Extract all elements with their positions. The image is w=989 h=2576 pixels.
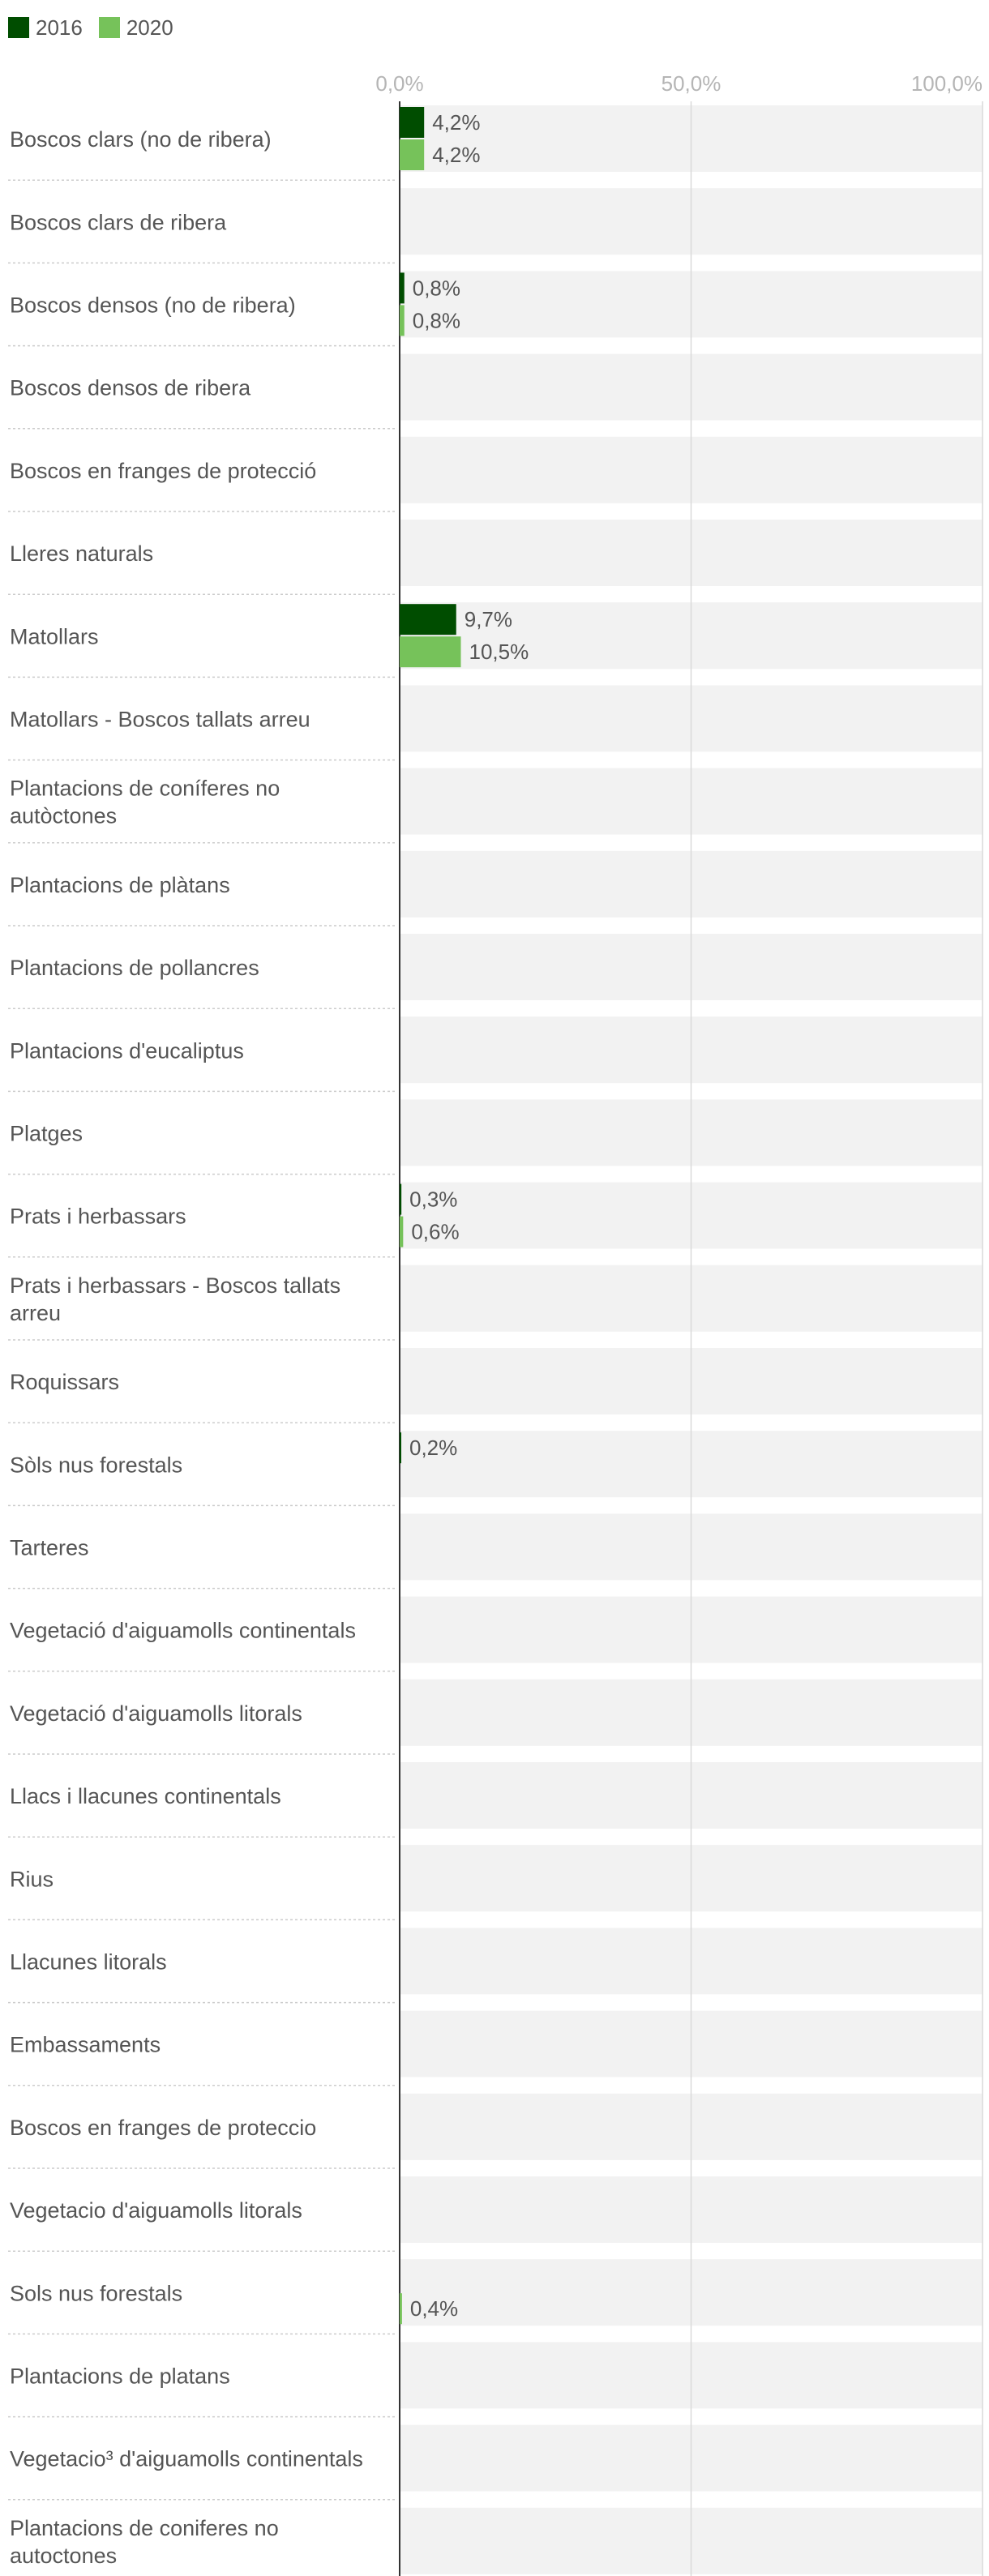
x-tick-label: 50,0%: [661, 71, 721, 96]
data-label-2020: 0,8%: [412, 308, 461, 333]
category-label: autoctones: [10, 2543, 118, 2568]
category-label: Vegetacio d'aiguamolls litorals: [10, 2198, 302, 2223]
category-label: autòctones: [10, 803, 118, 828]
legend-label-2016: 2016: [36, 15, 83, 40]
data-label-2016: 0,2%: [409, 1436, 458, 1461]
bar-2020: [400, 305, 405, 336]
category-label: Tarteres: [10, 1535, 89, 1560]
category-label: Llacunes litorals: [10, 1949, 167, 1975]
data-label-2016: 9,7%: [464, 607, 513, 632]
category-label: Matollars - Boscos tallats arreu: [10, 707, 310, 732]
category-label: Sols nus forestals: [10, 2281, 183, 2306]
category-label: Plantacions de plàtans: [10, 872, 230, 897]
data-label-2020: 0,6%: [411, 1219, 460, 1244]
category-label: Lleres naturals: [10, 541, 154, 567]
bar-2020: [400, 2293, 402, 2324]
category-label: Plantacions de platans: [10, 2364, 230, 2389]
data-label-2020: 0,4%: [409, 2296, 459, 2321]
data-label-2020: 10,5%: [469, 640, 529, 665]
category-label: Prats i herbassars: [10, 1204, 186, 1229]
bar-2020: [400, 1217, 403, 1247]
category-label: Boscos clars de ribera: [10, 210, 227, 235]
category-label: Vegetacio³ d'aiguamolls continentals: [10, 2446, 363, 2471]
bar-2020: [400, 139, 424, 170]
bar-2016: [400, 604, 456, 635]
bar-2016: [400, 1184, 401, 1215]
data-label-2020: 4,2%: [432, 143, 481, 167]
category-label: Boscos en franges de protecció: [10, 458, 317, 483]
data-label-2016: 0,3%: [409, 1187, 458, 1212]
category-label: Plantacions d'eucaliptus: [10, 1038, 244, 1063]
legend-label-2020: 2020: [126, 15, 173, 40]
category-label: Plantacions de coniferes no: [10, 2515, 279, 2540]
category-label: Plantacions de pollancres: [10, 956, 259, 981]
category-label: Llacs i llacunes continentals: [10, 1784, 281, 1809]
x-tick-label: 100,0%: [910, 71, 983, 96]
category-label: Sòls nus forestals: [10, 1453, 183, 1478]
category-label: Vegetació d'aiguamolls litorals: [10, 1701, 302, 1726]
bar-2016: [400, 1432, 401, 1463]
x-tick-label: 0,0%: [375, 71, 424, 96]
data-label-2016: 0,8%: [412, 276, 461, 301]
category-label: Roquissars: [10, 1370, 120, 1395]
category-label: Plantacions de coníferes no: [10, 776, 280, 801]
category-label: Rius: [10, 1867, 54, 1892]
category-label: Vegetació d'aiguamolls continentals: [10, 1618, 356, 1643]
bar-2020: [400, 636, 460, 667]
category-label: Matollars: [10, 624, 99, 649]
data-label-2016: 4,2%: [432, 110, 481, 135]
category-label: Boscos densos de ribera: [10, 375, 251, 400]
category-label: arreu: [10, 1300, 62, 1325]
bar-2016: [400, 272, 405, 303]
category-label: Platges: [10, 1121, 83, 1146]
category-label: Boscos densos (no de ribera): [10, 293, 296, 318]
category-label: Boscos clars (no de ribera): [10, 127, 272, 152]
category-label: Prats i herbassars - Boscos tallats: [10, 1273, 341, 1298]
category-label: Boscos en franges de proteccio: [10, 2115, 317, 2140]
category-label: Embassaments: [10, 2032, 161, 2057]
bar-2016: [400, 107, 424, 138]
